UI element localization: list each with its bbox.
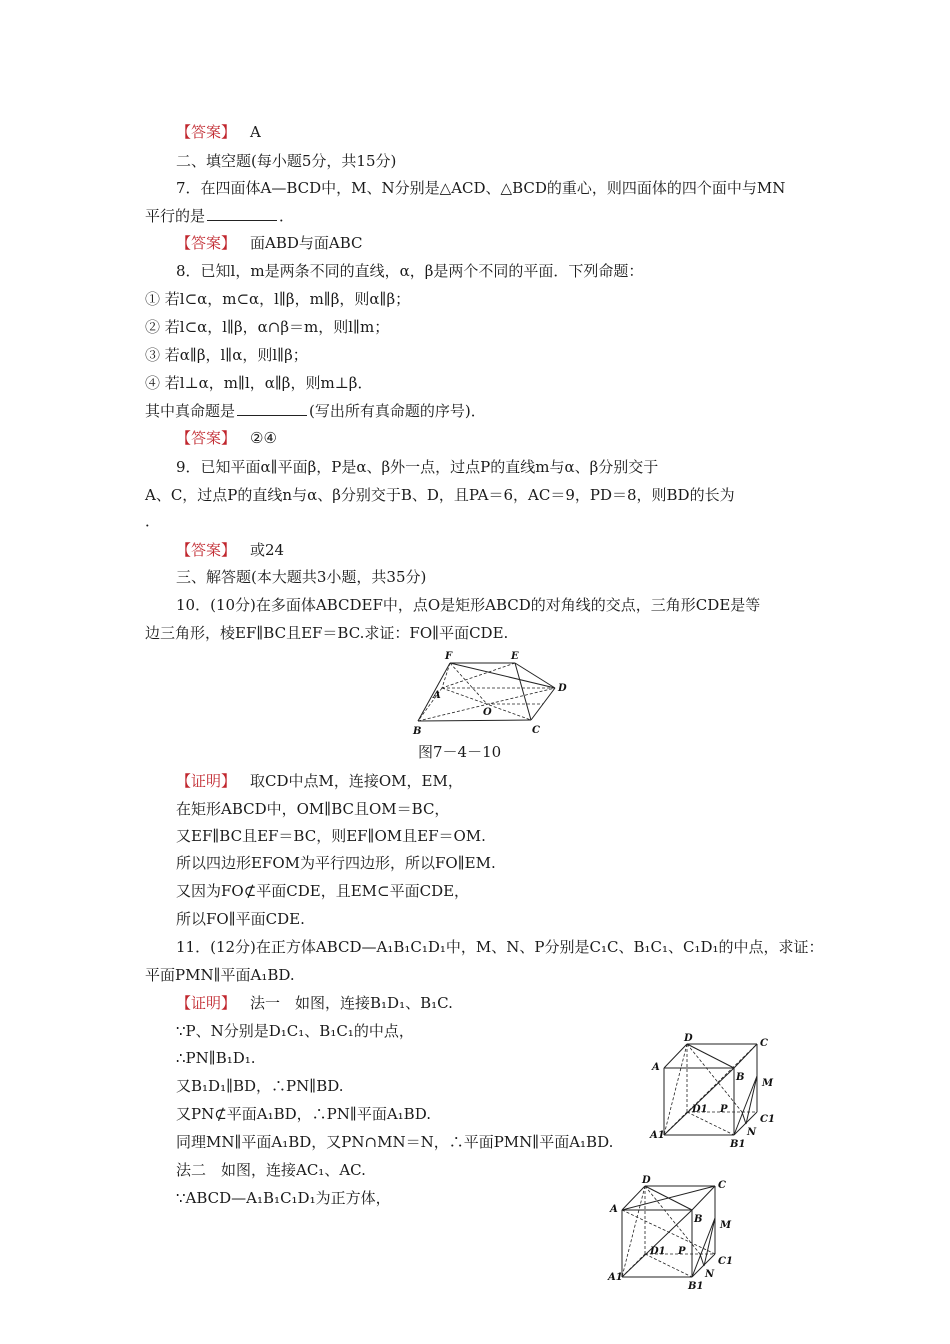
section-heading-fill: 二、填空题(每小题5分，共15分) xyxy=(176,152,397,170)
q8-prop3: ③ 若α∥β，l∥α，则l∥β； xyxy=(145,346,308,364)
proof11-step3: 又B₁D₁∥BD，∴PN∥BD. xyxy=(176,1077,344,1095)
cube2-label-M: M xyxy=(720,1220,732,1231)
answer-tag: 【答案】 xyxy=(176,123,237,141)
cube2-label-B1: B1 xyxy=(688,1281,704,1292)
cube2-label-C1: C1 xyxy=(718,1256,733,1267)
q8-prop1: ① 若l⊂α，m⊂α，l∥β，m∥β，则α∥β； xyxy=(145,290,411,308)
cube2-label-D: D xyxy=(642,1175,651,1186)
q8-question: 其中真命题是 (写出所有真命题的序号)． xyxy=(145,402,486,420)
cube1-label-A1: A1 xyxy=(650,1130,665,1141)
q8-prop4: ④ 若l⊥α，m∥l，α∥β，则m⊥β． xyxy=(145,374,373,392)
label-C: C xyxy=(532,725,540,736)
answer-blank xyxy=(207,206,277,221)
q11-line1: 11．(12分)在正方体ABCD—A₁B₁C₁D₁中，M、N、P分别是C₁C、B₁C₁、C₁D₁的中点，求证： xyxy=(176,938,824,956)
proof11-step4: 又PN⊄平面A₁BD，∴PN∥平面A₁BD. xyxy=(176,1105,431,1123)
proof-line-10: 【证明】 取CD中点M，连接OM，EM， xyxy=(176,772,463,790)
cube1-label-B1: B1 xyxy=(730,1139,746,1150)
proof10-step1: 在矩形ABCD中，OM∥BC且OM＝BC， xyxy=(176,800,450,818)
q8-prop2: ② 若l⊂α，l∥β，α∩β＝m，则l∥m； xyxy=(145,318,390,336)
proof11-method2: 法二 如图，连接AC₁、AC. xyxy=(176,1161,366,1179)
cube-figure-method2 xyxy=(600,1174,750,1292)
q11-line2: 平面PMN∥平面A₁BD. xyxy=(145,966,295,984)
q9-line2: A、C，过点P的直线n与α、β分别交于B、D，且PA＝6，AC＝9，PD＝8，则BD的长为 xyxy=(145,486,735,504)
label-E: E xyxy=(511,651,519,662)
polyhedron-figure xyxy=(405,648,585,740)
proof11-step2: ∴PN∥B₁D₁. xyxy=(176,1049,256,1067)
cube2-label-C: C xyxy=(718,1180,726,1191)
cube2-label-B: B xyxy=(694,1214,703,1225)
label-A: A xyxy=(433,690,441,701)
q8-line1: 8．已知l，m是两条不同的直线，α，β是两个不同的平面．下列命题： xyxy=(176,262,644,280)
q9-line3: ． xyxy=(145,512,161,530)
proof-tag: 【证明】 xyxy=(176,994,237,1012)
cube2-label-A1: A1 xyxy=(608,1272,623,1283)
answer-tag: 【答案】 xyxy=(176,429,237,447)
answer-line-7: 【答案】 面ABD与面ABC xyxy=(176,234,363,252)
cube1-label-B: B xyxy=(736,1072,745,1083)
figure-caption: 图7－4－10 xyxy=(418,743,502,761)
proof10-step2: 又EF∥BC且EF＝BC，则EF∥OM且EF＝OM. xyxy=(176,827,486,845)
cube1-label-D1: D1 xyxy=(692,1104,708,1115)
cube2-label-P: P xyxy=(678,1246,686,1257)
cube1-label-C: C xyxy=(760,1038,768,1049)
label-F: F xyxy=(445,651,453,662)
proof10-step3: 所以四边形EFOM为平行四边形，所以FO∥EM. xyxy=(176,854,496,872)
cube1-label-P: P xyxy=(720,1104,728,1115)
proof11-step1: ∵P、N分别是D₁C₁、B₁C₁的中点， xyxy=(176,1022,414,1040)
proof11-method2-step1: ∵ABCD—A₁B₁C₁D₁为正方体， xyxy=(176,1189,391,1207)
cube2-label-N: N xyxy=(705,1269,715,1280)
proof10-step5: 所以FO∥平面CDE. xyxy=(176,910,305,928)
cube1-label-D: D xyxy=(684,1033,693,1044)
label-B: B xyxy=(413,726,422,737)
answer-line-9: 【答案】 或24 xyxy=(176,541,285,559)
cube1-label-M: M xyxy=(762,1078,774,1089)
cube1-label-N: N xyxy=(747,1127,757,1138)
proof11-step5: 同理MN∥平面A₁BD，又PN∩MN＝N，∴平面PMN∥平面A₁BD. xyxy=(176,1133,614,1151)
q7-line1: 7．在四面体A—BCD中，M、N分别是△ACD、△BCD的重心，则四面体的四个面中与MN xyxy=(176,179,786,197)
cube2-label-D1: D1 xyxy=(650,1246,666,1257)
proof-line-11: 【证明】 法一 如图，连接B₁D₁、B₁C. xyxy=(176,994,453,1012)
answer-line-6: 【答案】 A xyxy=(176,123,261,141)
cube1-label-A: A xyxy=(652,1062,660,1073)
cube1-label-C1: C1 xyxy=(760,1114,775,1125)
q9-line1: 9．已知平面α∥平面β，P是α、β外一点，过点P的直线m与α、β分别交于 xyxy=(176,458,659,476)
cube2-label-A: A xyxy=(610,1204,618,1215)
cube-figure-method1 xyxy=(642,1032,792,1150)
q10-line1: 10．(10分)在多面体ABCDEF中，点O是矩形ABCD的对角线的交点，三角形CDE是等 xyxy=(176,596,761,614)
proof-tag: 【证明】 xyxy=(176,772,237,790)
q7-line2: 平行的是 ． xyxy=(145,207,295,225)
section-heading-solve: 三、解答题(本大题共3小题，共35分) xyxy=(176,568,427,586)
answer-tag: 【答案】 xyxy=(176,234,237,252)
q10-line2: 边三角形，棱EF∥BC且EF＝BC.求证：FO∥平面CDE. xyxy=(145,624,509,642)
label-O: O xyxy=(483,707,492,718)
label-D: D xyxy=(558,683,567,694)
answer-tag: 【答案】 xyxy=(176,541,237,559)
answer-blank xyxy=(237,401,307,416)
proof10-step4: 又因为FO⊄平面CDE，且EM⊂平面CDE， xyxy=(176,882,470,900)
answer-line-8: 【答案】 ②④ xyxy=(176,429,277,447)
